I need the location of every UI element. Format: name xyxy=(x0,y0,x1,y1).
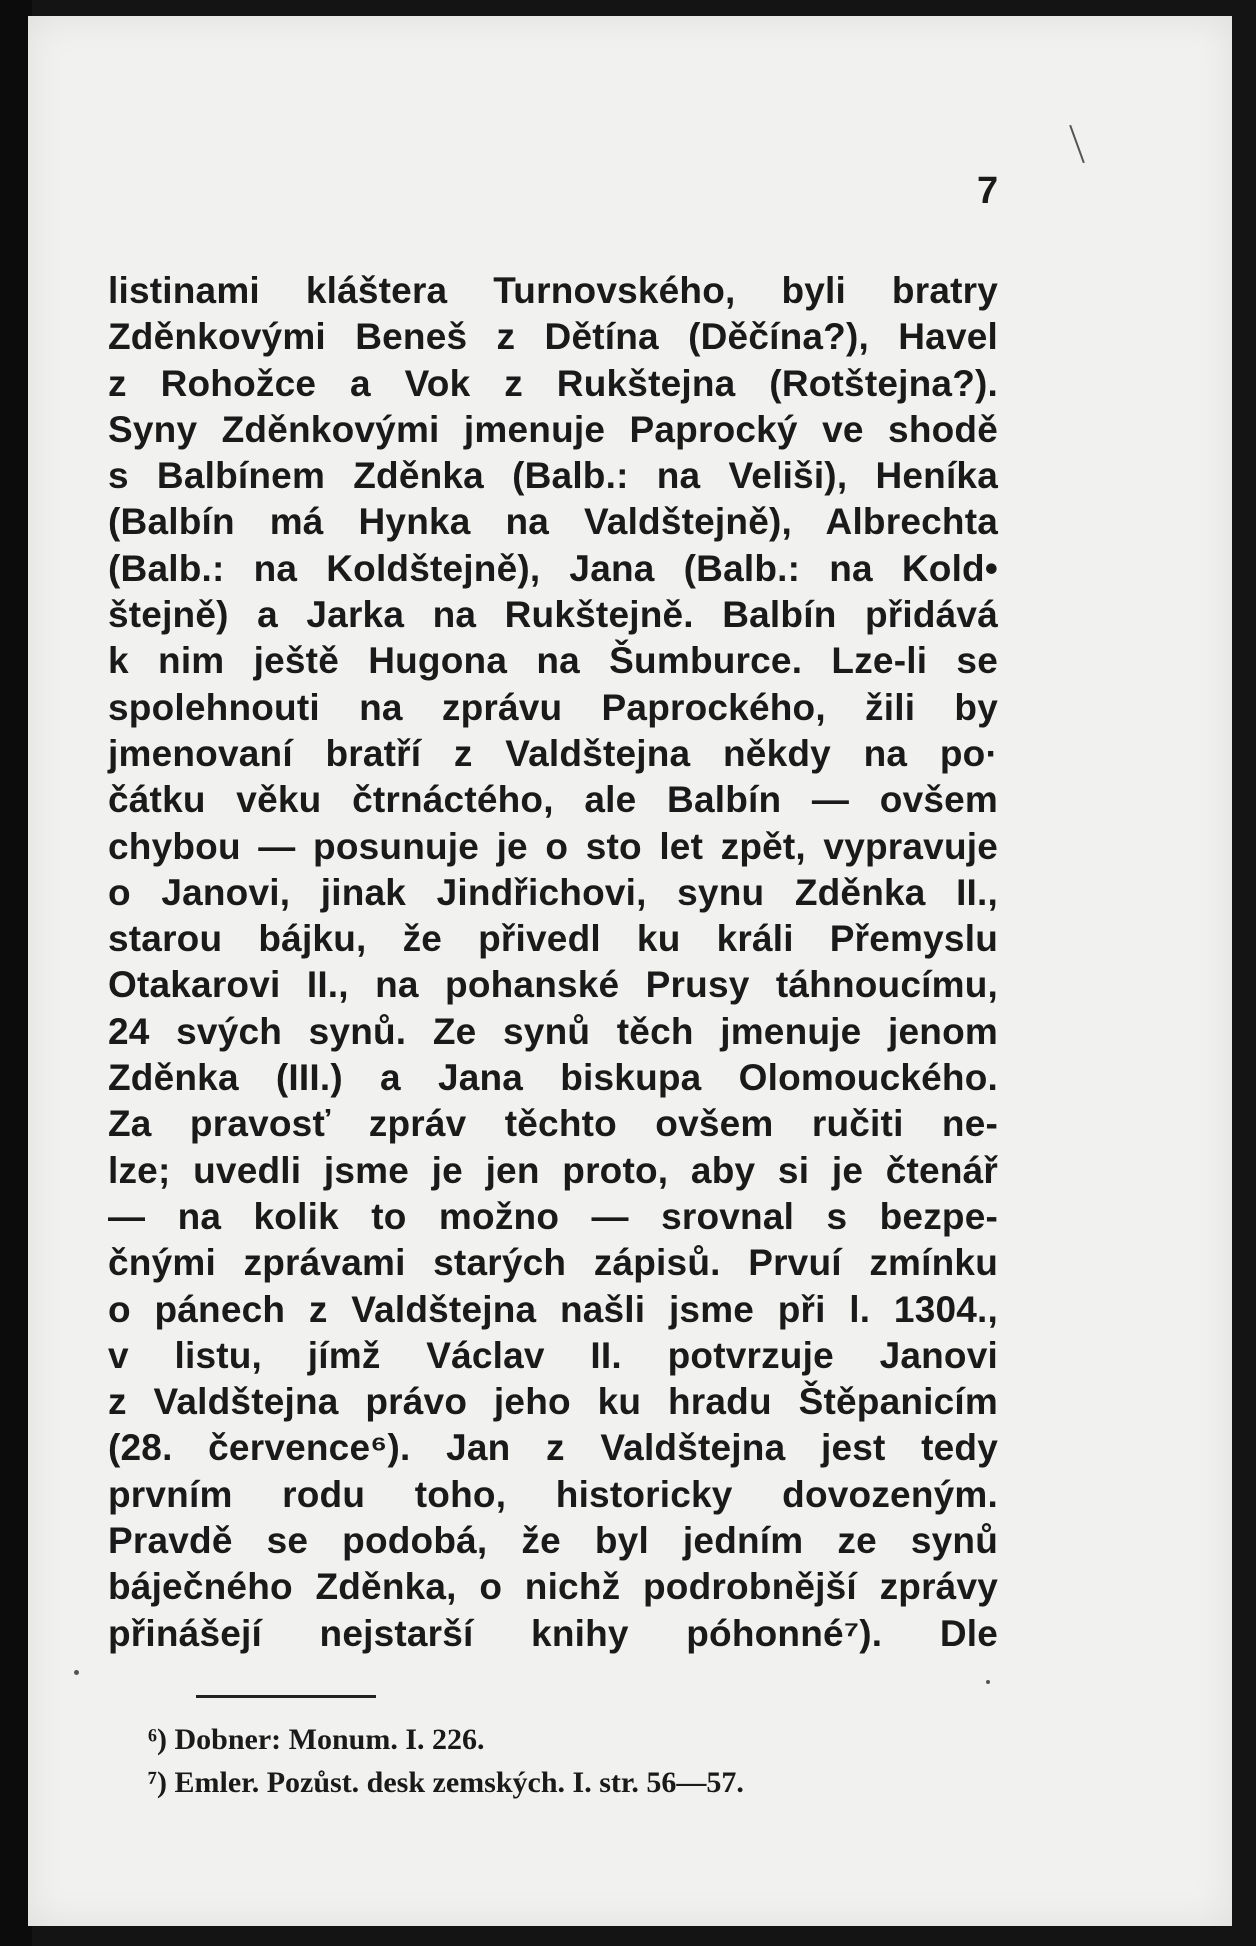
text-line: Otakarovi II., na pohanské Prusy táhnoucímu, xyxy=(108,964,998,1006)
text-line: spolehnouti na zprávu Paprockého, žili by xyxy=(108,686,998,728)
body-text xyxy=(108,268,998,1657)
scan-speck xyxy=(74,1670,79,1675)
text-line: Pravdě se podobá, že byl jedním ze synů xyxy=(108,1520,998,1562)
text-line: listinami kláštera Turnovského, byli bratry xyxy=(108,270,998,311)
text-line: čnými zprávami starých zápisů. Prvuí zmínku xyxy=(108,1242,998,1284)
text-line: Zděnka (III.) a Jana biskupa Olomouckého. xyxy=(108,1057,998,1099)
text-line: chybou — posunuje je o sto let zpět, vypravuje xyxy=(108,825,998,867)
text-line: o pánech z Valdštejna našli jsme při l. 1304., xyxy=(108,1288,998,1330)
text-line: čátku věku čtrnáctého, ale Balbín — ovšem xyxy=(108,779,998,821)
text-line: z Rohožce a Vok z Rukštejna (Rotštejna?). xyxy=(108,362,998,404)
text-line: přinášejí nejstarší knihy póhonné⁷). Dle xyxy=(108,1612,998,1654)
text-line: — na kolik to možno — srovnal s bezpe- xyxy=(108,1195,998,1237)
text-line: Syny Zděnkovými jmenuje Paprocký ve shodě xyxy=(108,408,998,450)
scan-speck xyxy=(1069,125,1085,163)
footnote-divider xyxy=(196,1695,376,1698)
footnotes xyxy=(148,1718,968,1804)
text-line: o Janovi, jinak Jindřichovi, synu Zděnka II., xyxy=(108,871,998,913)
text-line: starou bájku, že přivedl ku králi Přemyslu xyxy=(108,918,998,960)
text-line: (Balb.: na Koldštejně), Jana (Balb.: na Kold• xyxy=(108,547,998,589)
text-line: Zděnkovými Beneš z Dětína (Děčína?), Havel xyxy=(108,316,998,358)
text-line: báječného Zděnka, o nichž podrobnější zprávy xyxy=(108,1566,998,1608)
text-line: v listu, jímž Václav II. potvrzuje Janovi xyxy=(108,1334,998,1376)
text-line: jmenovaní bratří z Valdštejna někdy na po· xyxy=(108,732,998,774)
text-line: štejně) a Jarka na Rukštejně. Balbín přidává xyxy=(108,594,998,636)
text-line: lze; uvedli jsme je jen proto, aby si je čtenář xyxy=(108,1149,998,1191)
text-line: k nim ještě Hugona na Šumburce. Lze-li se xyxy=(108,640,998,682)
page-number: 7 xyxy=(977,170,999,212)
footnote: ⁶) Dobner: Monum. I. 226. xyxy=(148,1723,485,1756)
text-line: prvním rodu toho, historicky dovozeným. xyxy=(108,1473,998,1515)
footnote: ⁷) Emler. Pozůst. desk zemských. I. str. 56—57. xyxy=(148,1766,744,1799)
text-line: z Valdštejna právo jeho ku hradu Štěpanicím xyxy=(108,1381,998,1423)
text-line: Za pravosť zpráv těchto ovšem ručiti ne- xyxy=(108,1103,998,1145)
text-line: (28. července⁶). Jan z Valdštejna jest tedy xyxy=(108,1427,998,1469)
text-line: s Balbínem Zděnka (Balb.: na Veliši), Heníka xyxy=(108,455,998,497)
scan-speck xyxy=(986,1680,990,1684)
text-line: (Balbín má Hynka na Valdštejně), Albrechta xyxy=(108,501,998,543)
text-line: 24 svých synů. Ze synů těch jmenuje jenom xyxy=(108,1010,998,1052)
